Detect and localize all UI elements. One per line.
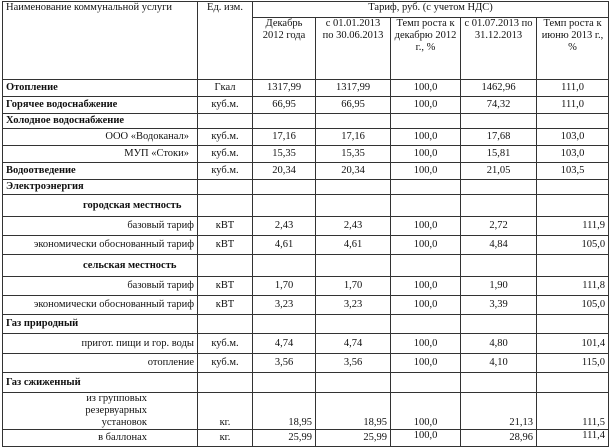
table-row bbox=[3, 163, 609, 180]
row-g2: 103,0 bbox=[537, 146, 609, 163]
row-h1: 3,56 bbox=[316, 354, 391, 373]
row-name: экономически обоснованный тариф bbox=[3, 296, 198, 315]
empty-cell bbox=[316, 114, 391, 129]
empty-cell bbox=[253, 255, 316, 277]
row-h1: 25,99 bbox=[316, 430, 391, 447]
empty-cell bbox=[391, 315, 461, 334]
table-row bbox=[3, 236, 609, 255]
row-dec: 66,95 bbox=[253, 97, 316, 114]
empty-cell bbox=[537, 255, 609, 277]
row-g2: 111,4 bbox=[537, 430, 609, 447]
row-dec: 3,56 bbox=[253, 354, 316, 373]
empty-cell bbox=[461, 195, 537, 217]
empty-cell bbox=[198, 373, 253, 393]
empty-cell bbox=[391, 114, 461, 129]
row-unit: кВТ bbox=[198, 217, 253, 236]
empty-cell bbox=[198, 255, 253, 277]
empty-cell bbox=[198, 180, 253, 195]
row-h1: 3,23 bbox=[316, 296, 391, 315]
row-g1: 100,0 bbox=[391, 80, 461, 97]
row-name: Водоотведение bbox=[3, 163, 198, 180]
row-h1: 1317,99 bbox=[316, 80, 391, 97]
row-unit: кВТ bbox=[198, 296, 253, 315]
row-unit: кг. bbox=[198, 430, 253, 447]
row-g1: 100,0 bbox=[391, 129, 461, 146]
row-g1: 100,0 bbox=[391, 393, 461, 430]
section-name: Газ природный bbox=[3, 315, 198, 334]
row-h2: 4,10 bbox=[461, 354, 537, 373]
table-row bbox=[3, 393, 609, 430]
row-unit: кВТ bbox=[198, 277, 253, 296]
row-h1: 4,61 bbox=[316, 236, 391, 255]
empty-cell bbox=[316, 195, 391, 217]
row-h2: 28,96 bbox=[461, 430, 537, 447]
row-h1: 15,35 bbox=[316, 146, 391, 163]
tariff-table bbox=[2, 1, 609, 447]
row-h2: 21,05 bbox=[461, 163, 537, 180]
table-section-row bbox=[3, 315, 609, 334]
table-row bbox=[3, 129, 609, 146]
table-row bbox=[3, 80, 609, 97]
row-name: базовый тариф bbox=[3, 217, 198, 236]
table-row bbox=[3, 354, 609, 373]
empty-cell bbox=[316, 315, 391, 334]
row-g2: 111,5 bbox=[537, 393, 609, 430]
subsection-name: сельская местность bbox=[3, 255, 198, 277]
row-dec: 4,74 bbox=[253, 334, 316, 354]
empty-cell bbox=[316, 180, 391, 195]
row-g2: 105,0 bbox=[537, 296, 609, 315]
row-dec: 1,70 bbox=[253, 277, 316, 296]
empty-cell bbox=[461, 114, 537, 129]
row-name: пригот. пищи и гор. воды bbox=[3, 334, 198, 354]
row-g2: 111,8 bbox=[537, 277, 609, 296]
row-g1: 100,0 bbox=[391, 296, 461, 315]
row-h2: 4,80 bbox=[461, 334, 537, 354]
empty-cell bbox=[537, 315, 609, 334]
empty-cell bbox=[253, 195, 316, 217]
row-h2: 3,39 bbox=[461, 296, 537, 315]
row-unit: куб.м. bbox=[198, 146, 253, 163]
row-dec: 17,16 bbox=[253, 129, 316, 146]
row-g2: 103,0 bbox=[537, 129, 609, 146]
empty-cell bbox=[537, 373, 609, 393]
row-name: базовый тариф bbox=[3, 277, 198, 296]
table-row bbox=[3, 217, 609, 236]
row-dec: 1317,99 bbox=[253, 80, 316, 97]
header-growth-dec: Темп роста к декабрю 2012 г., % bbox=[391, 18, 461, 80]
empty-cell bbox=[198, 195, 253, 217]
row-h1: 4,74 bbox=[316, 334, 391, 354]
row-name: ООО «Водоканал» bbox=[3, 129, 198, 146]
empty-cell bbox=[253, 180, 316, 195]
empty-cell bbox=[198, 114, 253, 129]
row-unit: кВТ bbox=[198, 236, 253, 255]
table-row bbox=[3, 334, 609, 354]
row-h2: 1,90 bbox=[461, 277, 537, 296]
row-g2: 111,0 bbox=[537, 80, 609, 97]
table-subsection-row bbox=[3, 255, 609, 277]
row-unit: куб.м. bbox=[198, 163, 253, 180]
empty-cell bbox=[316, 373, 391, 393]
row-g1: 100,0 bbox=[391, 163, 461, 180]
section-name: Электроэнергия bbox=[3, 180, 198, 195]
row-g2: 103,5 bbox=[537, 163, 609, 180]
header-h1-2013: с 01.01.2013 по 30.06.2013 bbox=[316, 18, 391, 80]
tariff-table-wrapper bbox=[2, 1, 609, 447]
table-row bbox=[3, 430, 609, 447]
row-h2: 2,72 bbox=[461, 217, 537, 236]
row-dec: 4,61 bbox=[253, 236, 316, 255]
empty-cell bbox=[253, 114, 316, 129]
row-unit: куб.м. bbox=[198, 97, 253, 114]
row-h2: 21,13 bbox=[461, 393, 537, 430]
row-h2: 74,32 bbox=[461, 97, 537, 114]
header-dec2012: Декабрь 2012 года bbox=[253, 18, 316, 80]
empty-cell bbox=[537, 195, 609, 217]
row-h1: 1,70 bbox=[316, 277, 391, 296]
row-g1: 100,0 bbox=[391, 334, 461, 354]
table-subsection-row bbox=[3, 195, 609, 217]
row-g2: 105,0 bbox=[537, 236, 609, 255]
empty-cell bbox=[253, 373, 316, 393]
row-h1: 2,43 bbox=[316, 217, 391, 236]
row-h1: 18,95 bbox=[316, 393, 391, 430]
empty-cell bbox=[537, 180, 609, 195]
row-name: отопление bbox=[3, 354, 198, 373]
row-unit: куб.м. bbox=[198, 129, 253, 146]
empty-cell bbox=[537, 114, 609, 129]
row-g1: 100,0 bbox=[391, 97, 461, 114]
row-g2: 111,9 bbox=[537, 217, 609, 236]
row-dec: 18,95 bbox=[253, 393, 316, 430]
row-g1: 100,0 bbox=[391, 277, 461, 296]
header-h2-2013: с 01.07.2013 по 31.12.2013 bbox=[461, 18, 537, 80]
table-row bbox=[3, 97, 609, 114]
row-g2: 115,0 bbox=[537, 354, 609, 373]
header-growth-jun: Темп роста к июню 2013 г., % bbox=[537, 18, 609, 80]
row-name: из групповых резервуарных установок bbox=[3, 393, 198, 430]
section-name: Газ сжиженный bbox=[3, 373, 198, 393]
empty-cell bbox=[391, 255, 461, 277]
row-name: экономически обоснованный тариф bbox=[3, 236, 198, 255]
row-g1: 100,0 bbox=[391, 236, 461, 255]
row-g2: 101,4 bbox=[537, 334, 609, 354]
empty-cell bbox=[198, 315, 253, 334]
row-name: Горячее водоснабжение bbox=[3, 97, 198, 114]
row-unit: куб.м. bbox=[198, 354, 253, 373]
empty-cell bbox=[461, 255, 537, 277]
subsection-name: городская местность bbox=[3, 195, 198, 217]
row-g1: 100,0 bbox=[391, 430, 461, 447]
row-dec: 15,35 bbox=[253, 146, 316, 163]
row-unit: Гкал bbox=[198, 80, 253, 97]
empty-cell bbox=[461, 373, 537, 393]
row-g1: 100,0 bbox=[391, 217, 461, 236]
section-name: Холодное водоснабжение bbox=[3, 114, 198, 129]
empty-cell bbox=[316, 255, 391, 277]
table-row bbox=[3, 146, 609, 163]
empty-cell bbox=[461, 315, 537, 334]
row-g1: 100,0 bbox=[391, 146, 461, 163]
table-row bbox=[3, 296, 609, 315]
table-section-row bbox=[3, 180, 609, 195]
table-section-row bbox=[3, 114, 609, 129]
empty-cell bbox=[461, 180, 537, 195]
row-unit: кг. bbox=[198, 393, 253, 430]
row-dec: 2,43 bbox=[253, 217, 316, 236]
header-unit: Ед. изм. bbox=[198, 2, 253, 80]
row-dec: 25,99 bbox=[253, 430, 316, 447]
row-h1: 20,34 bbox=[316, 163, 391, 180]
row-h2: 1462,96 bbox=[461, 80, 537, 97]
row-name: в баллонах bbox=[3, 430, 198, 447]
table-section-row bbox=[3, 373, 609, 393]
row-name: Отопление bbox=[3, 80, 198, 97]
row-dec: 20,34 bbox=[253, 163, 316, 180]
row-h2: 4,84 bbox=[461, 236, 537, 255]
row-g1: 100,0 bbox=[391, 354, 461, 373]
row-h1: 66,95 bbox=[316, 97, 391, 114]
empty-cell bbox=[253, 315, 316, 334]
empty-cell bbox=[391, 195, 461, 217]
row-unit: куб.м. bbox=[198, 334, 253, 354]
header-tariff: Тариф, руб. (с учетом НДС) bbox=[253, 2, 609, 18]
row-g2: 111,0 bbox=[537, 97, 609, 114]
table-row bbox=[3, 277, 609, 296]
header-service: Наименование коммунальной услуги bbox=[3, 2, 198, 80]
empty-cell bbox=[391, 180, 461, 195]
row-h2: 15,81 bbox=[461, 146, 537, 163]
row-h2: 17,68 bbox=[461, 129, 537, 146]
empty-cell bbox=[391, 373, 461, 393]
row-h1: 17,16 bbox=[316, 129, 391, 146]
row-dec: 3,23 bbox=[253, 296, 316, 315]
row-name: МУП «Стоки» bbox=[3, 146, 198, 163]
